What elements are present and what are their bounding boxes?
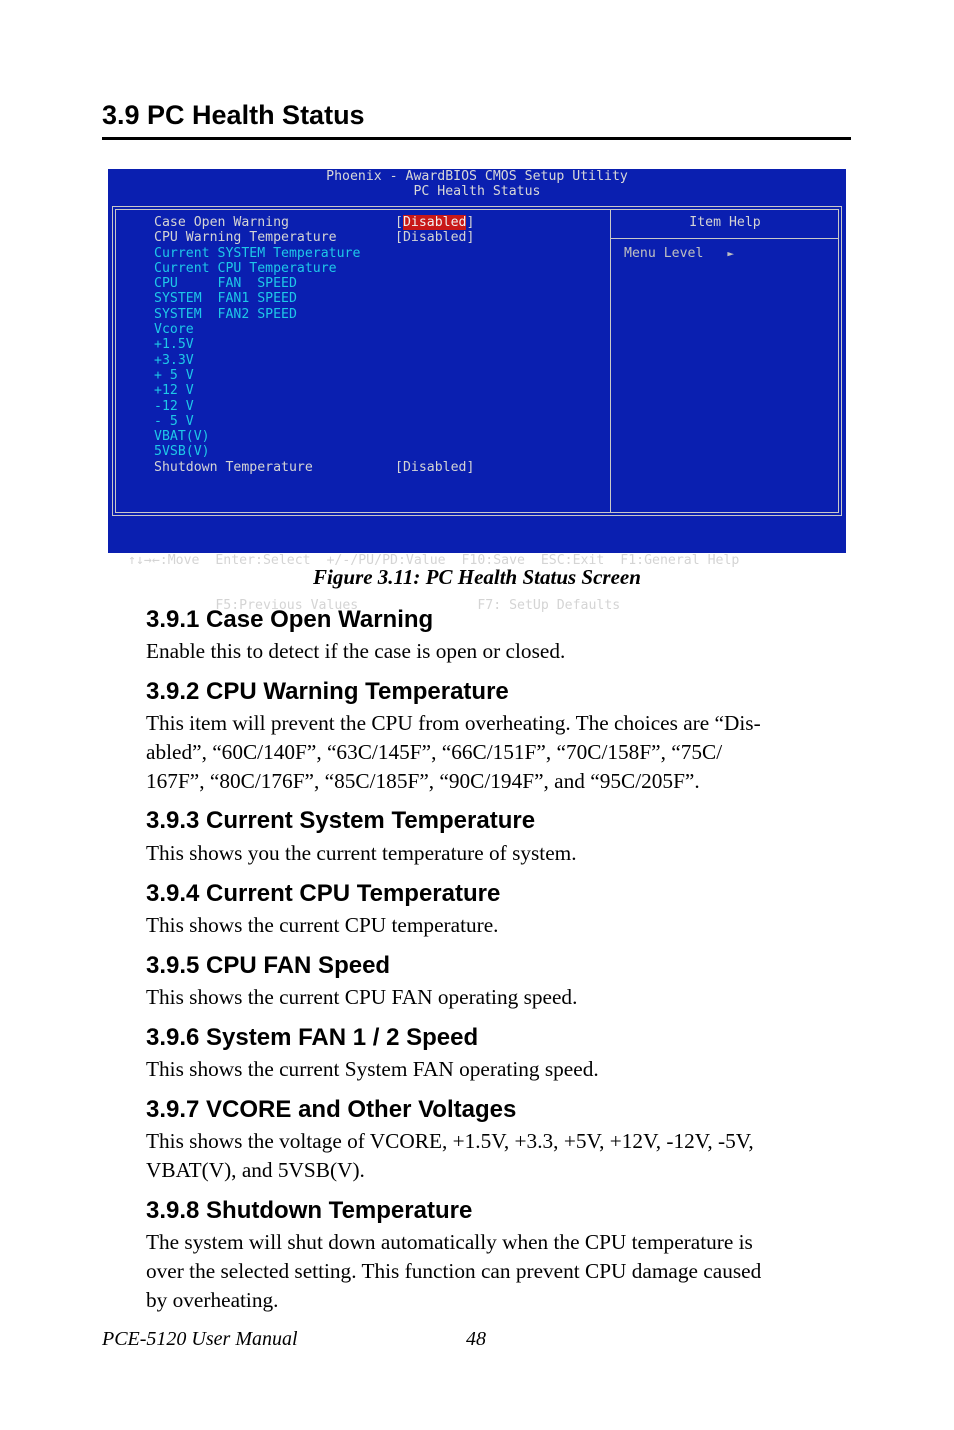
footer-manual-title: PCE-5120 User Manual bbox=[102, 1328, 298, 1350]
bios-item-label: -12 V bbox=[154, 398, 194, 414]
body-line: This shows you the current temperature of system. bbox=[146, 841, 577, 865]
bios-item-value-text: Disabled bbox=[402, 459, 467, 475]
bracket-right: ] bbox=[466, 459, 475, 475]
bios-item-value-text: Disabled bbox=[402, 215, 467, 230]
menu-level-arrow-icon: ► bbox=[727, 247, 735, 260]
bios-item-label: Current SYSTEM Temperature bbox=[154, 245, 361, 261]
item-help-title: Item Help bbox=[689, 215, 761, 230]
body-line: by overheating. bbox=[146, 1288, 279, 1312]
bios-item-label: CPU Warning Temperature bbox=[154, 230, 337, 246]
menu-level-label: Menu Level bbox=[624, 246, 704, 261]
body-line: This shows the current System FAN operating speed. bbox=[146, 1057, 599, 1081]
bios-help-divider bbox=[610, 209, 611, 513]
subsection-body-voltages bbox=[146, 1127, 851, 1185]
subsection-body-system-fan bbox=[146, 1055, 851, 1084]
bios-item-label: SYSTEM FAN1 SPEED bbox=[154, 291, 297, 307]
bios-item-value[interactable] bbox=[395, 215, 474, 230]
subsection-title-cpu-temp: 3.9.4 Current CPU Temperature bbox=[146, 880, 501, 907]
bracket-left: [ bbox=[395, 459, 403, 475]
bios-item-value[interactable] bbox=[395, 230, 474, 245]
bracket-right: ] bbox=[466, 230, 475, 246]
subsection-body-cpu-warning bbox=[146, 709, 851, 796]
subsection-body-shutdown bbox=[146, 1228, 851, 1315]
subsection-title-cpu-warning: 3.9.2 CPU Warning Temperature bbox=[146, 678, 509, 705]
section-rule bbox=[102, 137, 851, 140]
subsection-body-case-open bbox=[146, 637, 851, 666]
bios-item-label: SYSTEM FAN2 SPEED bbox=[154, 306, 297, 322]
bios-item-label: + 5 V bbox=[154, 367, 194, 383]
bios-item-label: CPU FAN SPEED bbox=[154, 276, 297, 292]
bracket-left: [ bbox=[395, 230, 403, 246]
subsection-body-cpu-fan bbox=[146, 983, 851, 1012]
bios-item-label: +1.5V bbox=[154, 337, 194, 353]
bios-item-label: Current CPU Temperature bbox=[154, 260, 337, 276]
bios-key-legend-line-1: ↑↓→←:Move Enter:Select +/-/PU/PD:Value F10:Save ESC:Exit F1:General Help bbox=[128, 552, 740, 568]
subsection-title-cpu-fan: 3.9.5 CPU FAN Speed bbox=[146, 952, 391, 979]
subsection-title-shutdown: 3.9.8 Shutdown Temperature bbox=[146, 1197, 473, 1224]
bios-header-title: Phoenix - AwardBIOS CMOS Setup Utility bbox=[326, 169, 628, 184]
footer-page-number: 48 bbox=[466, 1328, 486, 1350]
body-line: This shows the current CPU FAN operating speed. bbox=[146, 985, 578, 1009]
menu-level bbox=[624, 246, 734, 261]
bios-item-value-text: Disabled bbox=[402, 230, 467, 246]
bios-item-label: Shutdown Temperature bbox=[154, 459, 313, 475]
bios-item-label: Case Open Warning bbox=[154, 215, 289, 230]
subsection-body-cpu-temp bbox=[146, 911, 851, 940]
bracket-left: [ bbox=[395, 215, 403, 230]
body-line: The system will shut down automatically when the CPU temperature is bbox=[146, 1230, 753, 1254]
section-title: 3.9 PC Health Status bbox=[102, 100, 365, 130]
bios-item-label: +3.3V bbox=[154, 352, 194, 368]
bios-item-label: - 5 V bbox=[154, 413, 194, 429]
bios-item-value[interactable] bbox=[395, 460, 474, 475]
bios-header bbox=[108, 169, 846, 200]
subsection-title-case-open: 3.9.1 Case Open Warning bbox=[146, 606, 434, 633]
body-line: 167F”, “80C/176F”, “85C/185F”, “90C/194F”, and “95C/205F”. bbox=[146, 769, 700, 793]
body-line: This shows the voltage of VCORE, +1.5V, +3.3, +5V, +12V, -12V, -5V, bbox=[146, 1129, 754, 1153]
subsection-title-system-fan: 3.9.6 System FAN 1 / 2 Speed bbox=[146, 1024, 479, 1051]
bios-help-title-divider bbox=[611, 238, 839, 239]
figure-caption: Figure 3.11: PC Health Status Screen bbox=[313, 565, 641, 589]
bios-item-label: 5VSB(V) bbox=[154, 444, 210, 460]
bios-item-label: +12 V bbox=[154, 383, 194, 399]
bios-header-subtitle: PC Health Status bbox=[413, 184, 541, 200]
body-line: Enable this to detect if the case is open or closed. bbox=[146, 639, 566, 663]
body-line: This item will prevent the CPU from overheating. The choices are “Dis- bbox=[146, 711, 761, 735]
subsection-title-voltages: 3.9.7 VCORE and Other Voltages bbox=[146, 1096, 517, 1123]
bios-item-label: Vcore bbox=[154, 322, 194, 338]
bios-key-legend-line-2: F5:Previous Values F7: SetUp Defaults bbox=[128, 598, 621, 614]
bracket-right: ] bbox=[466, 215, 475, 230]
bios-item-label: VBAT(V) bbox=[154, 429, 210, 445]
subsection-body-system-temp bbox=[146, 839, 851, 868]
body-line: over the selected setting. This function can prevent CPU damage caused bbox=[146, 1259, 762, 1283]
body-line: VBAT(V), and 5VSB(V). bbox=[146, 1158, 365, 1182]
body-line: abled”, “60C/140F”, “63C/145F”, “66C/151F”, “70C/158F”, “75C/ bbox=[146, 740, 723, 764]
subsection-title-system-temp: 3.9.3 Current System Temperature bbox=[146, 807, 536, 834]
body-line: This shows the current CPU temperature. bbox=[146, 913, 499, 937]
